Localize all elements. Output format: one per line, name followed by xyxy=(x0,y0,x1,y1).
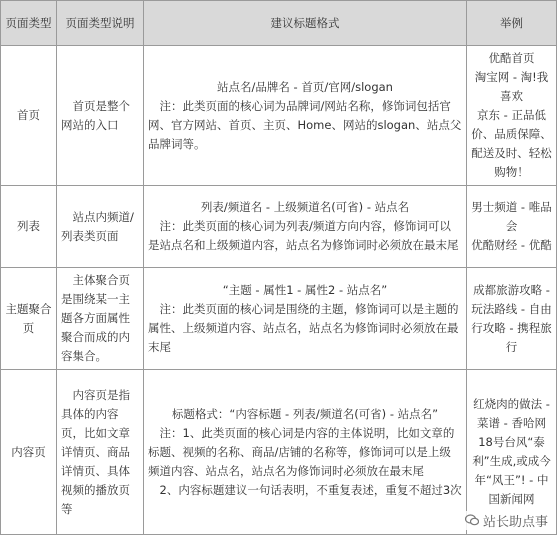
cell-format xyxy=(144,46,467,186)
watermark-text: 站长助点事 xyxy=(482,514,548,530)
example-line: 男士频道 - 唯品会 xyxy=(471,200,552,233)
table-row xyxy=(1,186,557,268)
cell-desc xyxy=(57,186,144,268)
cell-desc xyxy=(57,370,144,535)
desc-text: 首页是整个网站的入口 xyxy=(61,98,130,132)
header-title-format: 建议标题格式 xyxy=(144,1,467,46)
example-line: 优酷首页 xyxy=(488,51,535,65)
format-line: 标题格式：“内容标题 - 列表/频道名(可省) - 站点名” xyxy=(171,406,439,421)
example-line: 淘宝网 - 淘!我喜欢 xyxy=(474,70,549,103)
cell-format xyxy=(144,186,467,268)
header-page-type-desc: 页面类型说明 xyxy=(57,1,144,46)
format-note: 注：此类页面的核心词是围绕的主题，修饰词可以是主题的属性、上级频道内容、站点名，站点名为修饰词时必须放在最末尾 xyxy=(148,301,459,354)
example-line: 优酷财经 - 优酷 xyxy=(471,238,552,252)
header-page-type: 页面类型 xyxy=(1,1,57,46)
example-line: 18号台风“泰利”生成,或成今年“风王”! - 中国新闻网 xyxy=(472,435,551,506)
cell-format xyxy=(144,268,467,370)
format-note: 2、内容标题建议一句话表明，不重复表述，重复不超过3次 xyxy=(159,482,462,497)
table-header-row xyxy=(1,1,557,46)
cell-type: 列表 xyxy=(1,186,57,268)
table-row xyxy=(1,268,557,370)
format-line: 列表/频道名 - 上级频道名(可省) - 站点名 xyxy=(200,200,410,214)
cell-type: 首页 xyxy=(1,46,57,186)
cell-desc xyxy=(57,46,144,186)
example-line: 红烧肉的做法 - 菜谱 - 香哈网 xyxy=(473,397,550,430)
cell-example xyxy=(467,186,557,268)
format-note: 注：此类页面的核心词为列表/频道方向内容，修饰词可以是站点名和上级频道内容，站点名为修饰词时必须放在最末尾 xyxy=(148,219,459,252)
cell-desc xyxy=(57,268,144,370)
cell-format xyxy=(144,370,467,535)
format-note: 注：此类页面的核心词为品牌词/网站名称，修饰词包括官网、官方网站、首页、主页、Home、网站的slogan、站点父品牌词等。 xyxy=(148,98,462,151)
cell-example xyxy=(467,46,557,186)
example-line: 京东 - 正品低价、品质保障、配送及时、轻松购物！ xyxy=(471,108,552,179)
cell-type: 内容页 xyxy=(1,370,57,535)
cell-type: 主题聚合页 xyxy=(1,268,57,370)
table-row xyxy=(1,46,557,186)
desc-text: 主体聚合页是围绕某一主题各方面属性聚合而成的内容集合。 xyxy=(61,273,130,363)
desc-text: 站点内频道/列表类页面 xyxy=(61,209,134,243)
wechat-watermark xyxy=(462,511,551,531)
format-note: 注：1、此类页面的核心词是内容的主体说明，比如文章的标题、视频的名称、商品/店铺的名称等，修饰词可以是上级频道内容、站点名，站点名为修饰词时必须放在最末尾 xyxy=(148,425,455,478)
format-line: 站点名/品牌名 - 首页/官网/slogan xyxy=(217,79,393,94)
wechat-logo-icon xyxy=(465,514,479,530)
header-example: 举例 xyxy=(467,1,557,46)
example-line: 成都旅游攻略 - 玩法路线 - 自由行攻略 - 携程旅行 xyxy=(471,282,552,354)
format-line: “主题 - 属性1 - 属性2 - 站点名” xyxy=(222,282,388,297)
desc-text: 内容页是指具体的内容页，比如文章详情页、商品详情页、具体视频的播放页等 xyxy=(61,387,130,516)
cell-example xyxy=(467,268,557,370)
